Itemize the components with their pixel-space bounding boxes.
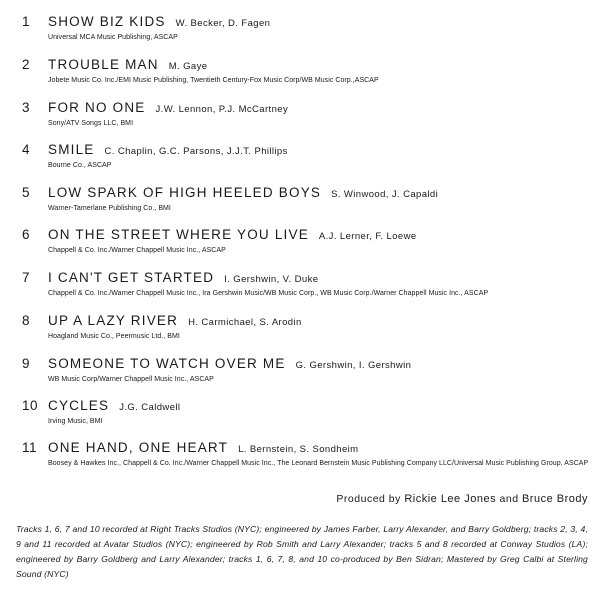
track-writers: W. Becker, D. Fagen: [175, 18, 271, 29]
track-number: 1: [22, 14, 31, 29]
track-writers: J.G. Caldwell: [119, 402, 181, 413]
track-writers: L. Bernstein, S. Sondheim: [238, 444, 359, 455]
track-number: 9: [22, 356, 31, 371]
track-number: 7: [22, 270, 31, 285]
track-number: 4: [22, 142, 31, 157]
track-title: SHOW BIZ KIDS: [48, 14, 166, 29]
produced-by-label: Produced by: [336, 493, 401, 505]
track-title: I CAN'T GET STARTED: [48, 270, 215, 285]
track-6: [22, 227, 588, 254]
track-publisher: Hoagland Music Co., Peermusic Ltd., BMI: [48, 333, 180, 340]
track-publisher: Jobete Music Co. Inc./EMI Music Publishing, Twentieth Century-Fox Music Corp/WB Music Corp.,ASCAP: [48, 77, 379, 84]
track-11: [22, 440, 588, 467]
track-publisher: Sony/ATV Songs LLC, BMI: [48, 120, 134, 127]
track-2: [22, 57, 588, 84]
track-publisher: Bourne Co., ASCAP: [48, 162, 112, 169]
track-title: CYCLES: [48, 398, 110, 413]
track-title: SMILE: [48, 142, 95, 157]
track-number: 11: [22, 440, 38, 455]
track-4: [22, 142, 588, 169]
track-publisher: Chappell & Co. Inc./Warner Chappell Music Inc., Ira Gershwin Music/WB Music Corp., WB Music Corp./Warner Chappell Music Inc., ASCAP: [48, 290, 489, 297]
producer-name: Bruce Brody: [521, 493, 588, 505]
track-number: 8: [22, 313, 31, 328]
producer-credit: [336, 493, 588, 505]
track-title: UP A LAZY RIVER: [48, 313, 179, 328]
track-title: ON THE STREET WHERE YOU LIVE: [48, 227, 309, 242]
track-publisher: Warner-Tamerlane Publishing Co., BMI: [48, 205, 171, 212]
track-title: FOR NO ONE: [48, 100, 146, 115]
track-title: ONE HAND, ONE HEART: [48, 440, 229, 455]
track-writers: I. Gershwin, V. Duke: [224, 274, 319, 285]
track-publisher: Boosey & Hawkes Inc., Chappell & Co. Inc./Warner Chappell Music Inc., The Leonard Bernstein Music Publishing Company LLC/Universal Music Publishing Group, ASCAP: [48, 460, 589, 467]
track-number: 5: [22, 185, 31, 200]
track-5: [22, 185, 588, 212]
and-label: and: [499, 493, 519, 505]
track-1: [22, 14, 588, 41]
track-title: TROUBLE MAN: [48, 57, 159, 72]
track-writers: S. Winwood, J. Capaldi: [331, 189, 439, 200]
track-title: SOMEONE TO WATCH OVER ME: [48, 356, 286, 371]
track-number: 10: [22, 398, 39, 413]
track-publisher: Universal MCA Music Publishing, ASCAP: [48, 34, 178, 41]
track-publisher: Irving Music, BMI: [48, 418, 103, 425]
track-publisher: Chappell & Co. Inc./Warner Chappell Music Inc., ASCAP: [48, 247, 226, 254]
track-writers: M. Gaye: [168, 61, 208, 72]
track-writers: A.J. Lerner, F. Loewe: [318, 231, 417, 242]
track-writers: C. Chaplin, G.C. Parsons, J.J.T. Phillips: [104, 146, 288, 157]
recording-notes: Tracks 1, 6, 7 and 10 recorded at Right Tracks Studios (NYC); engineered by James Farber, Larry Alexander, and Barry Goldberg; tracks 2, 3, 4, 9 and 11 recorded at Avatar Studios (NYC); engineered by Rob Smith and Larry Alexander; tracks 5 and 8 recorded at Conway Studios (LA); engineered by Barry Goldberg and Larry Alexander; tracks 1, 6, 7, 8, and 10 co-produced by Ben Sidran; Mastered by Greg Calbi at Sterling Sound (NYC): [16, 524, 588, 579]
track-8: [22, 313, 588, 340]
track-9: [22, 356, 588, 383]
track-number: 6: [22, 227, 31, 242]
track-writers: G. Gershwin, I. Gershwin: [295, 360, 412, 371]
track-number: 2: [22, 57, 31, 72]
producer-name: Rickie Lee Jones: [404, 493, 497, 505]
track-number: 3: [22, 100, 31, 115]
track-writers: H. Carmichael, S. Arodin: [188, 317, 302, 328]
track-publisher: WB Music Corp/Warner Chappell Music Inc., ASCAP: [48, 376, 214, 383]
track-title: LOW SPARK OF HIGH HEELED BOYS: [48, 185, 322, 200]
track-7: [22, 270, 588, 297]
track-writers: J.W. Lennon, P.J. McCartney: [155, 104, 289, 115]
track-10: [22, 398, 588, 425]
track-3: [22, 100, 588, 127]
